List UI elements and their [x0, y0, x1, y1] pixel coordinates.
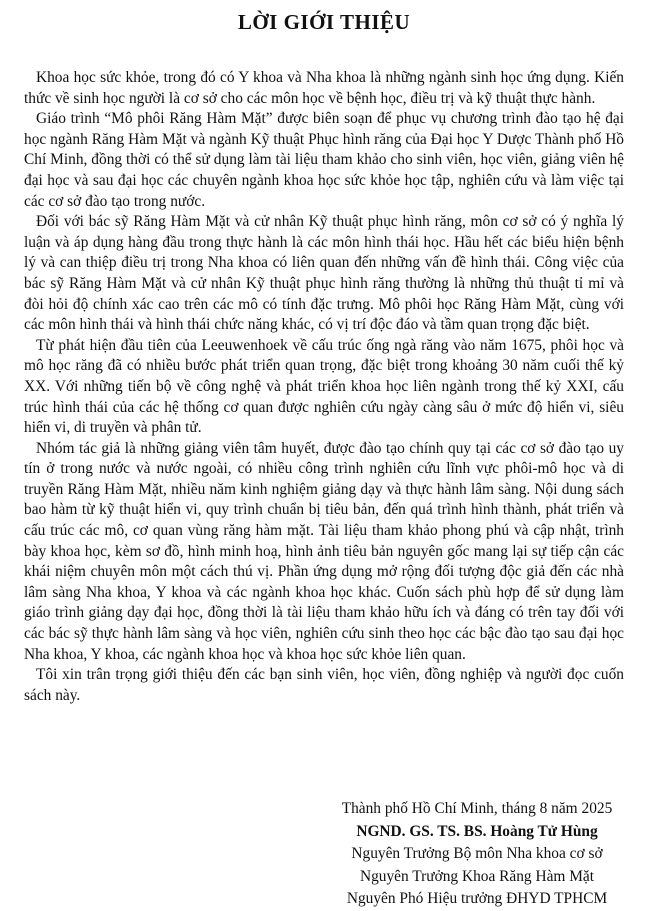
signature-name: NGND. GS. TS. BS. Hoàng Tử Hùng	[356, 822, 598, 840]
paragraph-2: Giáo trình “Mô phôi Răng Hàm Mặt” được biên soạn để phục vụ chương trình đào tạo hệ đại học ngành Răng Hàm Mặt và ngành Kỹ thuật Phục hình răng của Đại học Y Dược Thành phố Hồ Chí Minh, đồng thời có thể sử dụng làm tài liệu tham khảo cho sinh viên, học viên, giảng viên hệ đại học và sau đại học các chuyên ngành khoa học sức khỏe học tập, nghiên cứu và làm việc tại các cơ sở đào tạo trong nước.	[24, 110, 624, 210]
signature-role-2: Nguyên Trưởng Khoa Răng Hàm Mặt	[359, 867, 595, 885]
paragraph-1: Khoa học sức khỏe, trong đó có Y khoa và Nha khoa là những ngành sinh học ứng dụng. Kiến thức về sinh học người là cơ sở cho các môn học về bệnh học, điều trị và kỹ thuật thực hành.	[24, 69, 624, 107]
document-page	[24, 0, 624, 706]
paragraph-4: Từ phát hiện đầu tiên của Leeuwenhoek về cấu trúc ống ngà răng vào năm 1675, phôi học và mô học răng đã có nhiều bước phát triển quan trọng, đặc biệt trong khoảng 30 năm cuối thế kỷ XX. Với những tiến bộ về công nghệ và phát triển khoa học liên ngành trong thế kỷ XXI, cấu trúc hình thái của các hệ thống cơ quan được nghiên cứu ngày càng sâu ở mức độ hiển vi, siêu hiển vi, di truyền và phân tử.	[24, 336, 624, 437]
signature-role-3: Nguyên Phó Hiệu trưởng ĐHYD TPHCM	[346, 890, 608, 907]
signature-place-date: Thành phố Hồ Chí Minh, tháng 8 năm 2025	[341, 800, 613, 817]
paragraph-6: Tôi xin trân trọng giới thiệu đến các bạn sinh viên, học viên, đồng nghiệp và người đọc cuốn sách này.	[24, 666, 624, 704]
signature-block	[327, 798, 627, 911]
paragraph-3: Đối với bác sỹ Răng Hàm Mặt và cử nhân Kỹ thuật phục hình răng, môn cơ sở có ý nghĩa lý luận và áp dụng hàng đầu trong thực hành là các môn hình thái học. Hầu hết các biểu hiện bệnh lý và can thiệp điều trị trong Nha khoa có liên quan đến những vấn đề hình thái. Công việc của bác sỹ Răng Hàm Mặt và cử nhân Kỹ thuật phục hình răng thường là những thủ thuật tỉ mỉ và đòi hỏi độ chính xác cao trên các mô có tính đặc trưng. Mô phôi học Răng Hàm Mặt, cùng với các môn hình thái và hình thái chức năng khác, có vị trí độc đáo và tầm quan trọng đặc biệt.	[24, 213, 624, 334]
signature-role-1: Nguyên Trưởng Bộ môn Nha khoa cơ sở	[351, 845, 603, 862]
document-body	[24, 68, 624, 706]
paragraph-5: Nhóm tác giả là những giảng viên tâm huyết, được đào tạo chính quy tại các cơ sở đào tạo uy tín ở trong nước và nước ngoài, có nhiều công trình nghiên cứu lĩnh vực phôi-mô học và di truyền Răng Hàm Mặt, nhiều năm kinh nghiệm giảng dạy và thực hành lâm sàng. Nội dung sách bao hàm từ kỹ thuật hiển vi, quy trình chuẩn bị tiêu bản, đến quá trình hình thành, phát triển và cấu trúc các mô, cơ quan vùng răng hàm mặt. Tài liệu tham khảo phong phú và cập nhật, trình bày khoa học, kèm sơ đồ, hình minh hoạ, hình ảnh tiêu bản nguyên gốc mang lại sự tiếp cận các khái niệm chuyên môn một cách thú vị. Phần ứng dụng mở rộng đối tượng độc giả đến các nhà lâm sàng Nha khoa, Y khoa và các ngành khoa học khác. Cuốn sách phù hợp để sử dụng làm giáo trình giảng dạy đại học, đồng thời là tài liệu tham khảo hữu ích và đáng có trên tay đối với các bác sỹ thực hành lâm sàng và học viên, nghiên cứu sinh theo học các bậc đào tạo sau đại học Nha khoa, Y khoa, các ngành khoa học và khoa học sức khỏe liên quan.	[24, 439, 624, 663]
page-title: LỜI GIỚI THIỆU	[237, 10, 411, 34]
